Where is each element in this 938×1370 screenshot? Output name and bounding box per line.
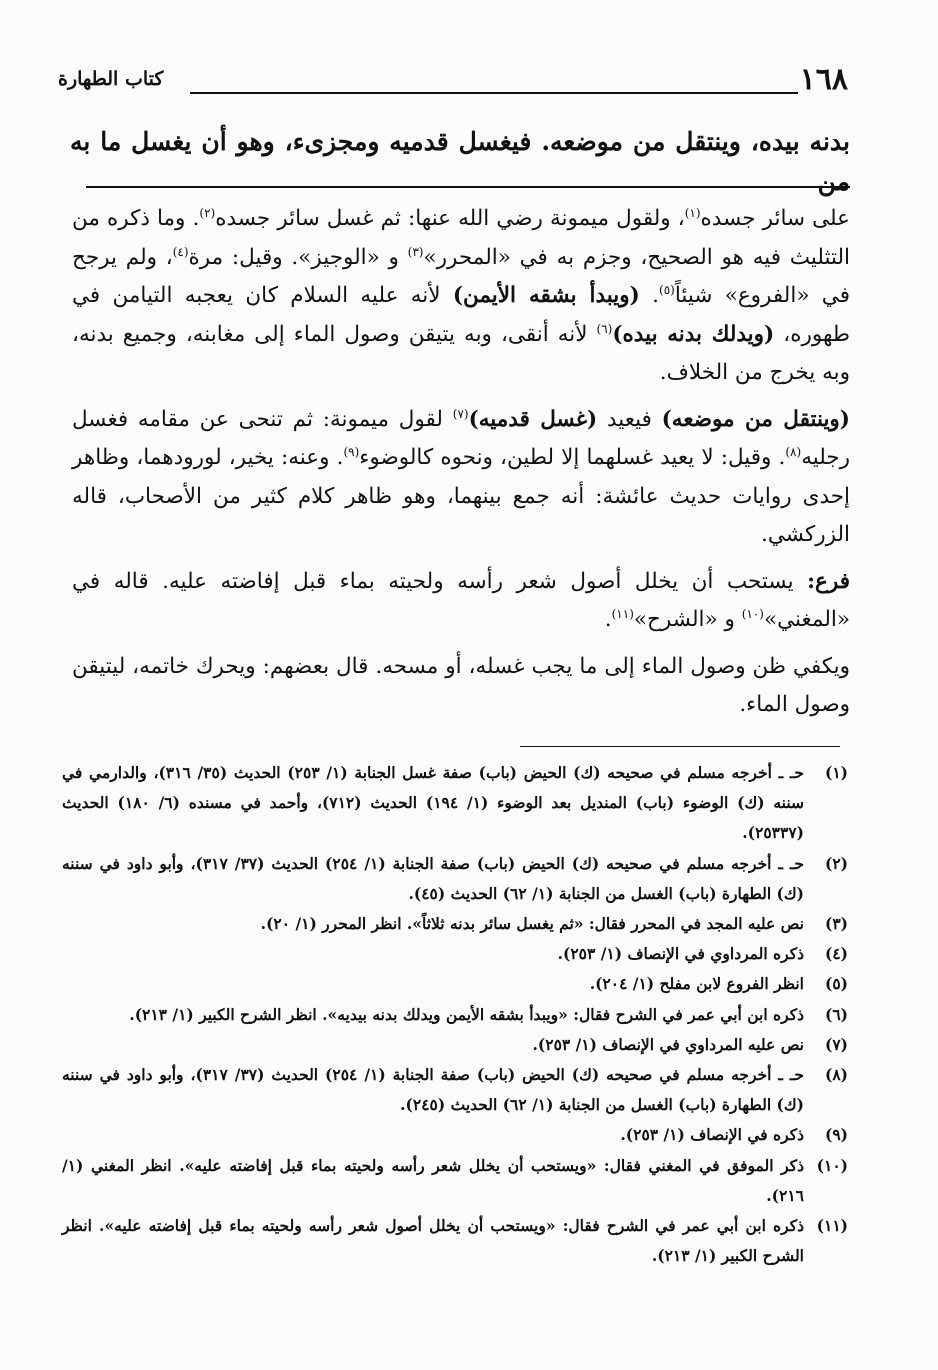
footnote: [62, 1060, 848, 1120]
footnote-text: ذكر الموفق في المغني فقال: «ويستحب أن يخلل شعر رأسه ولحيته بماء قبل إفاضته عليه». انظر المغني (١/ ٢١٦).: [62, 1155, 804, 1205]
footnote-number: (١١): [816, 1216, 848, 1236]
footnote-text: ذكره المرداوي في الإنصاف (١/ ٢٥٣).: [557, 944, 804, 964]
quoted-matn: (وينتقل من موضعه): [661, 406, 850, 432]
commentary-paragraph-2: [72, 401, 850, 555]
footnote-text: نص عليه المرداوي في الإنصاف (١/ ٢٥٣).: [532, 1034, 804, 1054]
footnote-ref[interactable]: (٥): [659, 282, 675, 297]
footnote-number: (١): [824, 763, 848, 782]
book-title: كتاب الطهارة: [58, 68, 164, 90]
footnote-number: (٤): [824, 944, 848, 964]
quoted-matn: (ويدلك بدنه بيده): [612, 321, 775, 347]
footnote-ref[interactable]: (٦): [596, 321, 613, 336]
text-run: و «الوجيز». وقيل: مرة: [188, 244, 408, 270]
main-text-rule: [86, 186, 850, 188]
footnote-number: (٣): [824, 914, 848, 934]
text-run: يستحب أن يخلل أصول شعر رأسه ولحيته بماء قبل إفاضته عليه. قاله في «المغني»: [72, 568, 850, 632]
footnote-text: ذكره ابن أبي عمر في الشرح فقال: «ويستحب أن يخلل أصول شعر رأسه ولحيته بماء قبل إفاضته عليه». انظر الشرح الكبير (١/ ٢١٣).: [62, 1216, 804, 1266]
footnote-number: (٩): [824, 1125, 848, 1145]
text-run: . وقيل: لا يعيد غسلهما إلا لطين، ونحوه كالوضوء: [359, 445, 786, 470]
text-run: ، ولم يرجح في «الفروع» شيئاً: [72, 244, 851, 308]
footnote: [62, 849, 848, 909]
text-run: .: [639, 283, 659, 308]
footnote-ref[interactable]: (١١): [611, 606, 634, 621]
footnote-text: انظر الفروع لابن مفلح (١/ ٢٠٤).: [589, 974, 804, 994]
footnote-number: (٥): [824, 974, 848, 994]
footnote-ref[interactable]: (٢): [199, 205, 216, 220]
footnote: [62, 909, 848, 939]
footnote: [62, 1000, 848, 1030]
running-header: [58, 60, 848, 100]
footnote-rule: [520, 746, 840, 747]
text-run: . وعنه: يخير، لورودهما، وظاهر إحدى روايات حديث عائشة: أنه جمع بينهما، وهو ظاهر كلام كثير من الأصحاب، قاله الزركشي.: [72, 445, 850, 547]
footnote: [62, 1211, 848, 1271]
branch-label: فرع:: [807, 568, 850, 594]
text-run: لأنه عليه السلام كان يعجبه التيامن في طهوره،: [72, 283, 850, 347]
footnote-ref[interactable]: (٨): [785, 444, 802, 459]
text-run: و «الشرح»: [633, 607, 742, 632]
footnote-number: (٢): [824, 853, 848, 873]
footnote: [62, 1120, 848, 1150]
text-run: . وما ذكره من التثليث فيه هو الصحيح، وجزم به في «المحرر»: [72, 206, 850, 270]
quoted-matn: (غسل قدميه): [468, 406, 598, 432]
commentary: [72, 200, 850, 733]
footnote-text: حـ ـ أخرجه مسلم في صحيحه (ك) الحيض (باب) صفة الجنابة (١/ ٢٥٤) الحديث (٣٧/ ٣١٧)، وأبو داود في سننه (ك) الطهارة (باب) الغسل من الجنابة (١/ ٦٢) الحديث (٤٥).: [62, 853, 804, 903]
footnote-ref[interactable]: (٩): [343, 444, 360, 459]
footnote-number: (١٠): [816, 1155, 848, 1175]
commentary-paragraph-1: [72, 200, 850, 393]
footnote: [62, 1151, 848, 1211]
text-run: ، ولقول ميمونة رضي الله عنها: ثم غسل سائر جسده: [215, 206, 685, 231]
footnote-text: نص عليه المجد في المحرر فقال: «ثم يغسل سائر بدنه ثلاثاً». انظر المحرر (١/ ٢٠).: [260, 914, 804, 934]
text-run: فيعيد: [597, 406, 662, 432]
footnote-ref[interactable]: (٧): [452, 406, 469, 421]
text-run: على سائر جسده: [700, 206, 851, 231]
text-run: .: [604, 607, 612, 632]
text-run: لقول ميمونة: ثم تنحى عن مقامه فغسل رجليه: [72, 406, 850, 470]
footnote-number: (٦): [824, 1004, 848, 1024]
footnote: [62, 969, 848, 999]
commentary-paragraph-4: ويكفي ظن وصول الماء إلى ما يجب غسله، أو مسحه. قال بعضهم: ويحرك خاتمه، ليتيقن وصول الماء.: [72, 653, 850, 717]
quoted-matn: (ويبدأ بشقه الأيمن): [452, 283, 640, 308]
footnote-ref[interactable]: (١): [684, 205, 701, 220]
footnote-number: (٨): [824, 1065, 848, 1085]
main-text: بدنه بيده، وينتقل من موضعه. فيغسل قدميه ومجزىء، وهو أن يغسل ما به من: [70, 127, 850, 196]
footnote-text: ذكره ابن أبي عمر في الشرح فقال: «ويبدأ بشقه الأيمن ويدلك بدنه بيديه». انظر الشرح الكبير (١/ ٢١٣).: [129, 1004, 804, 1024]
commentary-paragraph-3: [72, 563, 850, 640]
footnote-text: حـ ـ أخرجه مسلم في صحيحه (ك) الحيض (باب) صفة الجنابة (١/ ٢٥٤) الحديث (٣٧/ ٣١٧)، وأبو داود في سننه (ك) الطهارة (باب) الغسل من الجنابة (١/ ٦٢) الحديث (٢٤٥).: [62, 1065, 804, 1115]
text-run: لأنه أنقى، وبه يتيقن وصول الماء إلى مغابنه، وجميع بدنه، وبه يخرج من الخلاف.: [72, 321, 850, 385]
footnote: [62, 758, 848, 849]
footnote: [62, 1030, 848, 1060]
header-rule: [190, 92, 798, 94]
footnote-ref[interactable]: (١٠): [741, 606, 764, 621]
footnote-ref[interactable]: (٣): [407, 244, 424, 259]
footnote-text: حـ ـ أخرجه مسلم في صحيحه (ك) الحيض (باب) صفة غسل الجنابة (١/ ٢٥٣) الحديث (٣٥/ ٣١٦)، والدارمي في سننه (ك) الوضوء (باب) المنديل بعد الوضوء (١/ ١٩٤) الحديث (٧١٢)، وأحمد في مسنده (٦/ ١٨٠) الحديث (٢٥٣٣٧).: [62, 763, 804, 843]
page-number: ١٦٨: [799, 62, 848, 97]
footnote-number: (٧): [824, 1034, 848, 1054]
footnotes: [62, 758, 848, 1271]
footnote-text: ذكره في الإنصاف (١/ ٢٥٣).: [620, 1125, 804, 1145]
footnote: [62, 939, 848, 969]
footnote-ref[interactable]: (٤): [172, 244, 189, 259]
